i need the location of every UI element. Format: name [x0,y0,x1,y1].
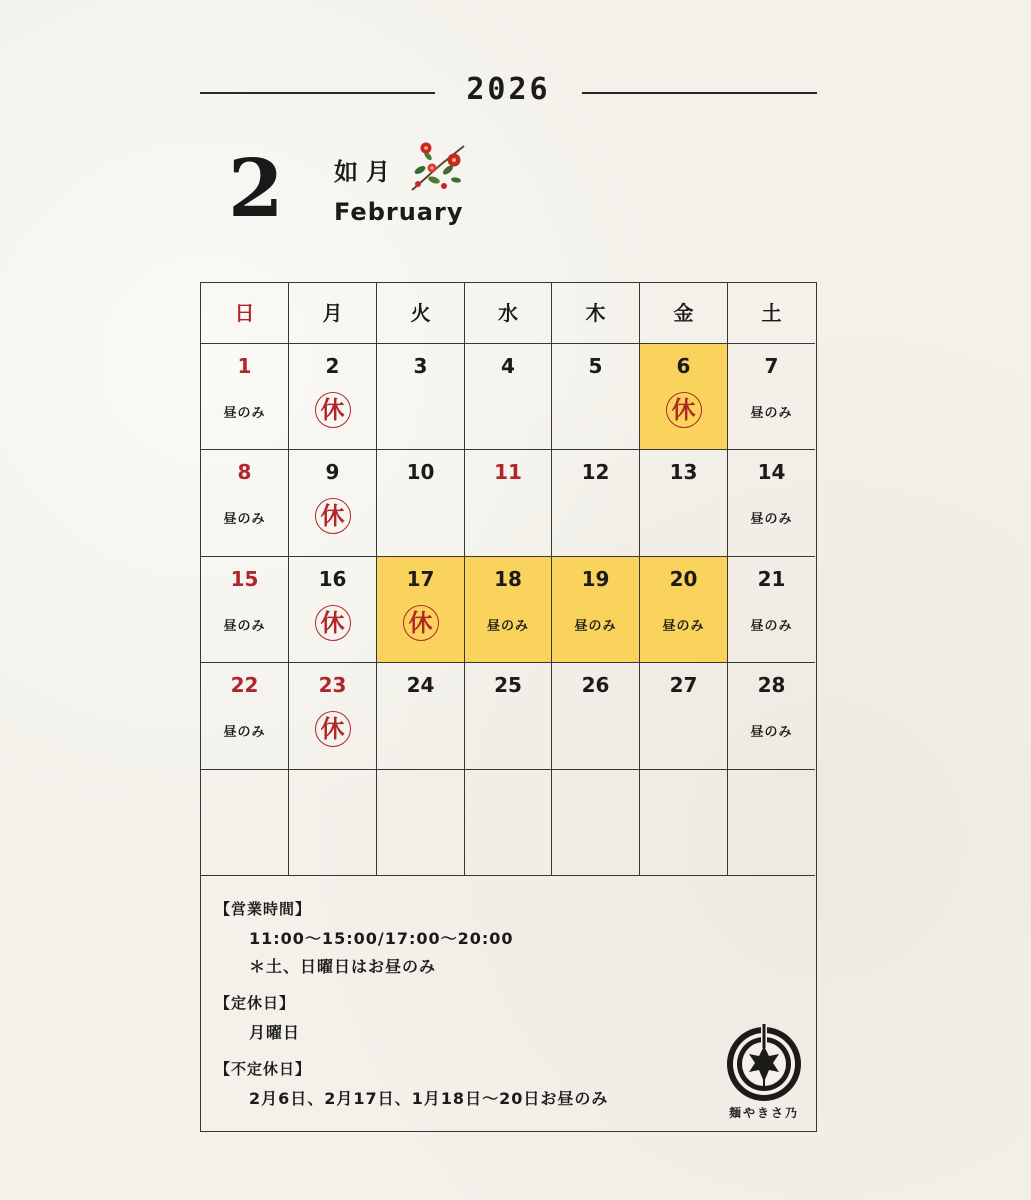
lunch-only-note: 昼のみ [750,725,793,740]
weekday-header: 金 [640,283,728,343]
calendar-day-cell [552,344,640,449]
calendar-week-row [201,343,815,449]
weekday-header: 木 [552,283,640,343]
calendar-day-cell [552,770,640,875]
calendar-day-cell [728,450,815,556]
regular-holiday-text: 月曜日 [249,1023,301,1042]
weekday-header: 土 [761,301,782,325]
calendar-day-cell [728,770,815,875]
calendar-day-cell [289,344,377,449]
calendar-day-cell [201,450,289,556]
calendar-day-cell [201,344,289,449]
shop-logo [721,1024,807,1124]
day-number: 25 [494,673,522,697]
calendar-week-row [201,449,815,556]
day-number: 1 [237,354,252,378]
irregular-holiday-heading: 【不定休日】 [215,1060,312,1078]
calendar-day-cell [728,663,815,769]
day-number: 7 [764,354,779,378]
day-number: 22 [230,673,259,697]
lunch-only-note: 昼のみ [223,406,266,421]
lunch-only-note: 昼のみ [750,512,793,527]
day-number: 4 [501,354,515,378]
day-number: 5 [588,354,603,378]
shop-name: 麺やきさ乃 [728,1106,799,1120]
camellia-icon [404,140,470,196]
day-number: 6 [676,354,691,378]
calendar-day-cell [289,557,377,662]
lunch-only-note: 昼のみ [750,619,793,634]
day-number: 2 [325,354,340,378]
lunch-only-note: 昼のみ [486,619,529,634]
hours-note: ＊土、日曜日はお昼のみ [249,957,437,976]
calendar-day-cell [728,557,815,662]
weekday-header: 水 [465,283,552,343]
family-crest-icon [721,1024,807,1104]
day-number: 24 [406,673,435,697]
calendar-day-cell [552,450,640,556]
day-number: 10 [406,460,435,484]
lunch-only-note: 昼のみ [574,619,617,634]
calendar-day-cell [465,663,552,769]
closed-day-mark: 休 [666,392,702,428]
closed-day-mark: 休 [315,605,351,641]
calendar-day-cell [377,770,465,875]
month-number: 2 [228,141,284,235]
weekday-header: 火 [377,283,465,343]
calendar-day-cell [640,557,728,662]
closed-day-mark: 休 [315,711,351,747]
calendar-day-cell [289,450,377,556]
day-number: 15 [230,567,259,591]
lunch-only-note: 昼のみ [223,512,266,527]
calendar-day-cell [640,770,728,875]
calendar-day-cell [377,344,465,449]
weekday-header: 月 [289,283,377,343]
calendar-day-cell [640,663,728,769]
calendar-table [200,282,817,1132]
hours-text: 11:00～15:00/17:00～20:00 [249,929,514,948]
day-number: 21 [757,567,786,591]
calendar-day-cell [201,663,289,769]
calendar-week-row [201,556,815,662]
calendar-day-cell [201,557,289,662]
day-number: 3 [413,354,428,378]
day-number: 9 [325,460,340,484]
weekday-header: 日 [201,283,289,343]
calendar-day-cell [201,770,289,875]
calendar-day-cell [552,557,640,662]
calendar-day-cell [377,663,465,769]
day-number: 11 [494,460,522,484]
lunch-only-note: 昼のみ [223,619,266,634]
day-number: 13 [669,460,698,484]
closed-day-mark: 休 [403,605,439,641]
closed-day-mark: 休 [315,392,351,428]
day-number: 16 [318,567,347,591]
year-label: 2026 [466,72,551,107]
calendar-day-cell [289,663,377,769]
calendar-day-cell [552,663,640,769]
lunch-only-note: 昼のみ [750,406,793,421]
weekday-header-row [201,283,815,343]
year-rule-left [200,92,435,94]
month-english-name: February [334,198,464,226]
day-number: 17 [406,567,435,591]
lunch-only-note: 昼のみ [223,725,266,740]
lunch-only-note: 昼のみ [662,619,705,634]
info-panel [201,875,815,1131]
calendar-day-cell [640,450,728,556]
day-number: 23 [318,673,347,697]
day-number: 14 [757,460,786,484]
day-number: 12 [581,460,610,484]
day-number: 28 [757,673,786,697]
year-rule-right [582,92,817,94]
closed-day-mark: 休 [315,498,351,534]
calendar-week-row [201,769,815,875]
calendar-day-cell [289,770,377,875]
day-number: 18 [494,567,522,591]
day-number: 26 [581,673,610,697]
hours-heading: 【営業時間】 [215,900,312,918]
calendar-day-cell [377,450,465,556]
calendar-day-cell [377,557,465,662]
calendar-day-cell [465,557,552,662]
irregular-holiday-text: 2月6日、2月17日、1月18日～20日お昼のみ [249,1089,609,1108]
day-number: 27 [669,673,698,697]
day-number: 20 [669,567,698,591]
calendar-day-cell [465,770,552,875]
calendar-day-cell [465,450,552,556]
calendar-day-cell [728,344,815,449]
calendar-day-cell [465,344,552,449]
month-japanese-name: 如月 [334,157,398,186]
day-number: 8 [237,460,252,484]
day-number: 19 [581,567,610,591]
calendar-day-cell [640,344,728,449]
regular-holiday-heading: 【定休日】 [215,994,296,1012]
calendar-week-row [201,662,815,769]
